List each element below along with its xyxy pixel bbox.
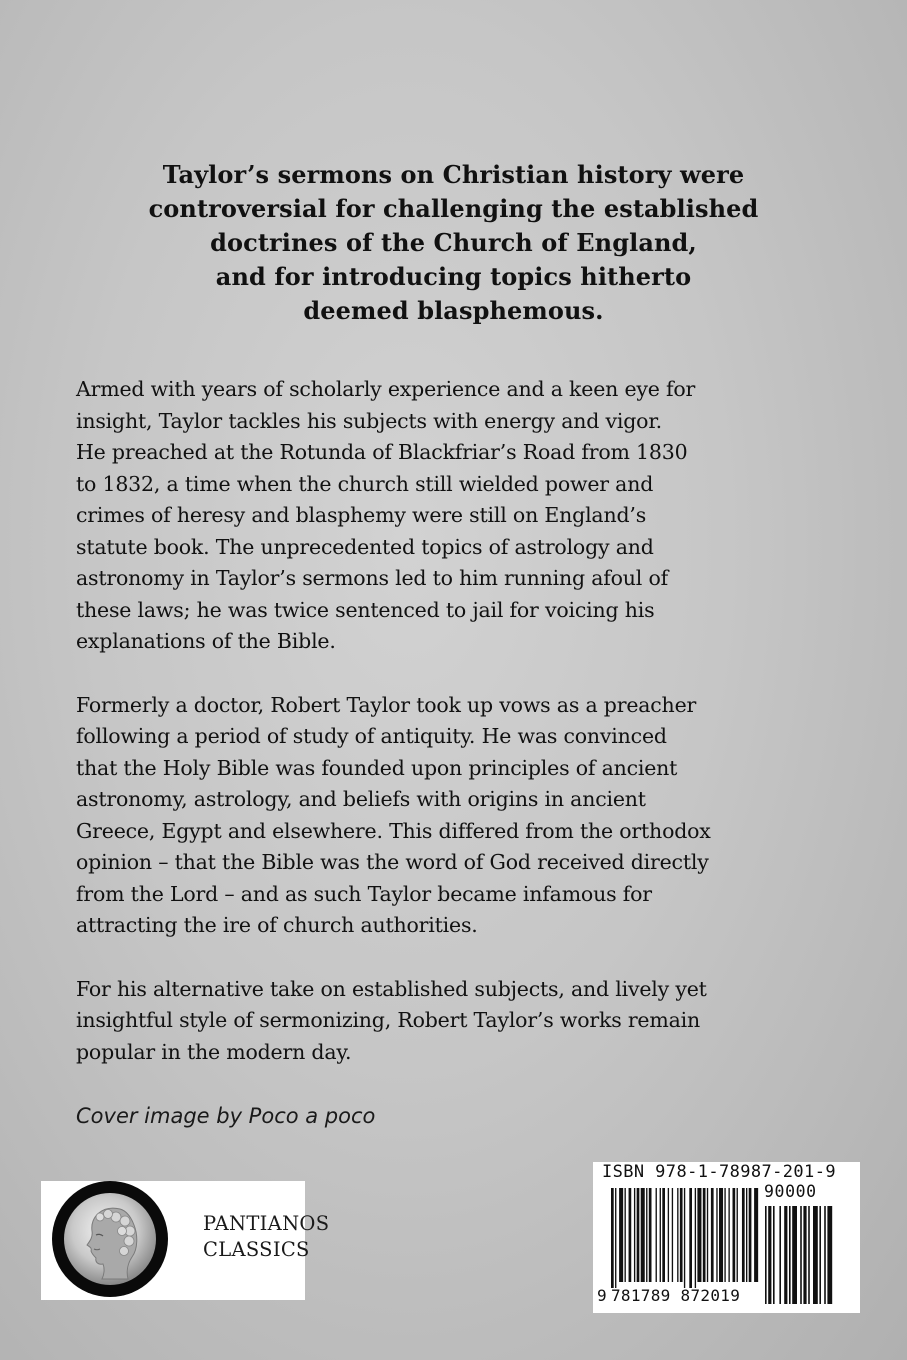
addon-number: 90000 (764, 1182, 817, 1201)
barcode-bar (646, 1188, 647, 1282)
paragraph-career (76, 374, 846, 658)
paragraph-line: For his alternative take on established subjects, and lively yet (76, 976, 707, 1001)
ean-digits: 781789 872019 (611, 1286, 741, 1305)
barcode-bar (629, 1188, 632, 1282)
headline-line: doctrines of the Church of England, (210, 228, 697, 257)
paragraph-line: these laws; he was twice sentenced to jail for voicing his (76, 597, 655, 622)
paragraph-line: opinion – that the Bible was the word of God received directly (76, 850, 709, 874)
addon-bar (813, 1206, 818, 1304)
barcode-bar (733, 1188, 736, 1282)
paragraph-line: attracting the ire of church authorities. (76, 913, 478, 937)
barcode-bar (625, 1188, 626, 1282)
cover-image-credit: Cover image by Poco a poco (76, 1104, 376, 1128)
barcode-bar (746, 1188, 747, 1282)
barcode-bar (615, 1188, 616, 1288)
barcode-bar (703, 1188, 706, 1282)
addon-bar (824, 1206, 826, 1304)
publisher-logo (41, 1181, 330, 1300)
paragraph-line: crimes of heresy and blasphemy were still on England’s (76, 503, 647, 527)
addon-bar (827, 1206, 832, 1304)
paragraph-line: He preached at the Rotunda of Blackfriar’s Road from 1830 (76, 440, 688, 464)
barcode-bar (637, 1188, 640, 1282)
barcode-bar (656, 1188, 657, 1282)
paragraph-legacy (76, 974, 846, 1069)
addon-bar (792, 1206, 797, 1304)
headline-line: Taylor’s sermons on Christian history were (162, 160, 745, 189)
paragraph-line: popular in the modern day. (76, 1039, 352, 1064)
paragraph-line: insightful style of sermonizing, Robert Taylor’s works remain (76, 1008, 700, 1032)
barcode-bar (677, 1188, 678, 1282)
barcode-bar (649, 1188, 652, 1282)
publisher-name (203, 1211, 329, 1263)
barcode-bar (634, 1188, 635, 1282)
paragraph-background (76, 690, 846, 942)
ean-first-digit: 9 (597, 1286, 607, 1305)
barcode-bar (742, 1188, 745, 1282)
paragraph-line: statute book. The unprecedented topics of astrology and (76, 534, 654, 559)
headline-quote (90, 158, 817, 328)
paragraph-line: to 1832, a time when the church still wielded power and (76, 471, 654, 496)
paragraph-line: following a period of study of antiquity. He was convinced (76, 724, 667, 748)
barcode-bar (695, 1188, 696, 1288)
barcode-bar (611, 1188, 614, 1288)
barcode-bar (711, 1188, 714, 1282)
headline-line: controversial for challenging the established (148, 194, 759, 223)
paragraph-line: from the Lord – and as such Taylor became infamous for (76, 881, 652, 906)
paragraph-line: astronomy in Taylor’s sermons led to him running afoul of (76, 566, 668, 590)
barcode-bar (716, 1188, 717, 1282)
description-body (76, 374, 846, 1100)
barcode-bar (684, 1188, 685, 1288)
isbn-barcode (593, 1162, 860, 1313)
barcode-bar (754, 1188, 758, 1282)
barcode-bar (724, 1188, 725, 1282)
coin-portrait-icon (50, 1179, 170, 1299)
headline-line: deemed blasphemous. (303, 296, 604, 325)
barcode-bar (660, 1188, 661, 1282)
barcode-bar (707, 1188, 708, 1282)
addon-bar (779, 1206, 781, 1304)
barcode-bar (672, 1188, 673, 1282)
barcode-bar (641, 1188, 645, 1282)
barcode-bar (749, 1188, 752, 1282)
paragraph-line: astronomy, astrology, and beliefs with origins in ancient (76, 787, 646, 811)
barcode-bar (680, 1188, 683, 1282)
addon-bar (808, 1206, 810, 1304)
addon-bar (784, 1206, 787, 1304)
addon-bar (789, 1206, 791, 1304)
paragraph-line: Formerly a doctor, Robert Taylor took up vows as a preacher (76, 692, 697, 717)
isbn-label: ISBN 978-1-78987-201-9 (602, 1162, 836, 1182)
publisher-name-line1: PANTIANOS (203, 1212, 330, 1235)
paragraph-line: Armed with years of scholarly experience and a keen eye for (76, 377, 696, 401)
addon-bar (803, 1206, 806, 1304)
addon-bar (768, 1206, 771, 1304)
barcode-bar (662, 1188, 665, 1282)
barcode-bar (619, 1188, 623, 1282)
addon-bar (773, 1206, 775, 1304)
publisher-name-line2: CLASSICS (203, 1238, 310, 1261)
addon-bar (800, 1206, 802, 1304)
paragraph-line: Greece, Egypt and elsewhere. This differed from the orthodox (76, 818, 711, 843)
barcode-bar (728, 1188, 729, 1282)
barcode-bar (689, 1188, 692, 1288)
barcode-bar (668, 1188, 669, 1282)
headline-line: and for introducing topics hitherto (215, 262, 692, 291)
paragraph-line: that the Holy Bible was founded upon principles of ancient (76, 755, 678, 780)
paragraph-line: explanations of the Bible. (76, 629, 336, 653)
addon-bar (765, 1206, 767, 1304)
barcode-bar (697, 1188, 701, 1282)
barcode-bar (719, 1188, 723, 1282)
addon-bar (819, 1206, 821, 1304)
barcode-bar (737, 1188, 738, 1282)
paragraph-line: insight, Taylor tackles his subjects with energy and vigor. (76, 408, 662, 433)
